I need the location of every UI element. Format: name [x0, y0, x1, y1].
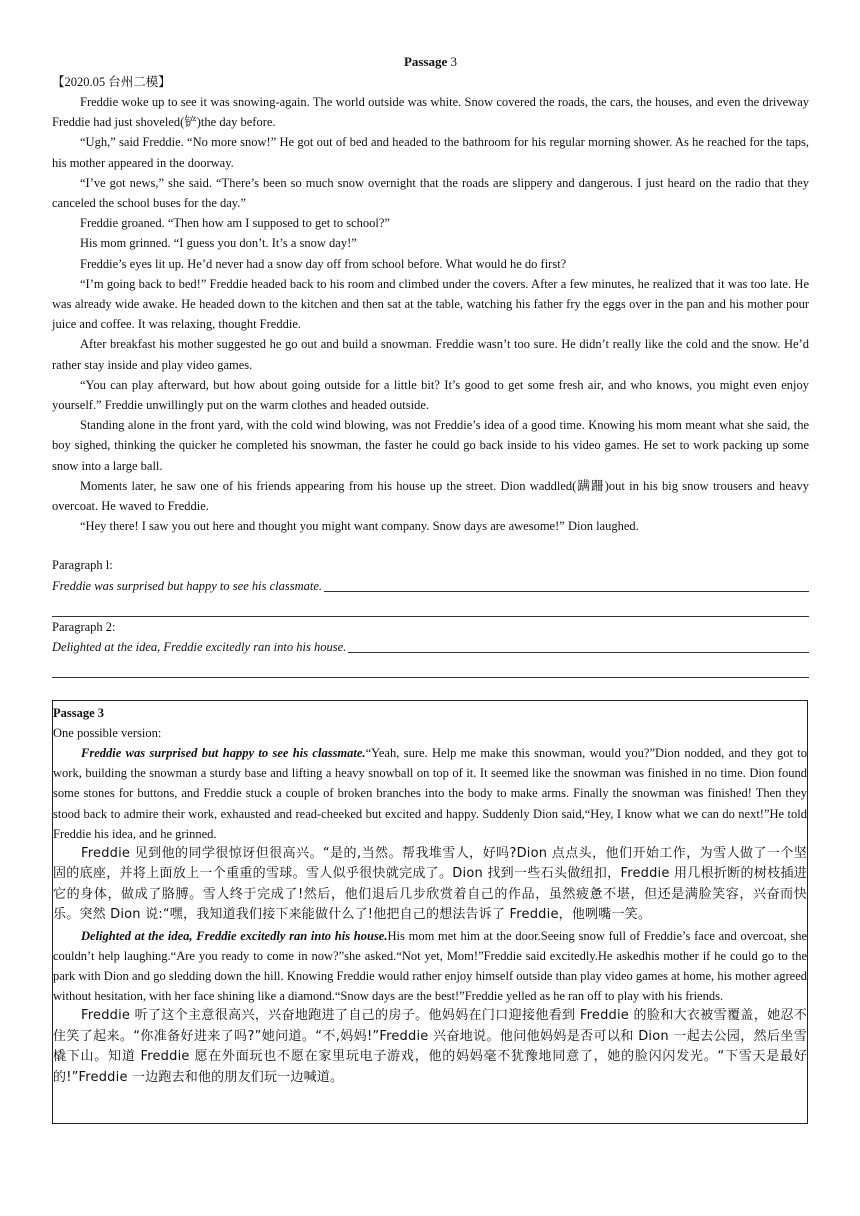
answer-blank[interactable] — [324, 591, 809, 592]
answer-body-2: His mom met him at the door.Seeing snow full of Freddie’s face and overcoat, she couldn’t help laughing.“Are you ready to come in now?”she asked.“Not yet, Mom!”Freddie said excitedly.He askedhis mother if he could go to the park with Dion and go sledding down the hill. Knowing Freddie would rather enjoy himself outside than play video games at home, his mother agreed without hesitation, with her face shining like a diamond.“Snow days are the best!”Freddie yelled as he ran off to play with his friends. — [53, 928, 807, 1004]
prompt-opening-line — [52, 637, 809, 657]
answer-lead-1: Freddie was surprised but happy to see his classmate. — [81, 746, 366, 760]
story-paragraph: Standing alone in the front yard, with the cold wind blowing, was not Freddie’s idea of a good time. Knowing his mom meant what she said, the boy sighed, thinking the quicker he completed his snowman, the faster he could go back inside to his video games. He set to work packing up some snow into a large ball. — [52, 418, 809, 473]
answer-body-1: “Yeah, sure. Help me make this snowman, would you?”Dion nodded, and they got to work, building the snowman a sturdy base and lifting a heavy snowball on top of it. It seemed like the snowman was finished in no time. Dion found some stones for buttons, and Freddie stuck a couple of broken branches into the body to make arms. Finally the snowman was finished! Then they stood back to admire their work, exhausted and read-cheeked but excited and happy. Suddenly Dion said,“Hey, I know what we can do next!”He told Freddie his idea, and he grinned. — [53, 746, 808, 841]
passage-section — [52, 52, 809, 678]
story-paragraph: “Ugh,” said Freddie. “No more snow!” He got out of bed and headed to the bathroom for his regular morning shower. As he reached for the taps, his mother appeared in the doorway. — [52, 135, 809, 170]
answer-translation-2: Freddie 听了这个主意很高兴，兴奋地跑进了自己的房子。他妈妈在门口迎接他看到 Freddie 的脸和大衣被雪覆盖，她忍不住笑了起来。“你准备好进来了吗?”她问道。“不,妈妈!”Freddie 兴奋地说。他问他妈妈是否可以和 Dion 一起去公园，然后坐雪橇下山。知道 Freddie 愿在外面玩也不愿在家里玩电子游戏，他的妈妈毫不犹豫地同意了，她的脸闪闪发光。“下雪天是最好的!”Freddie 一边跑去和他的朋友们玩一边喊道。 — [53, 1008, 807, 1085]
prompt-label: Paragraph 2: — [52, 619, 116, 634]
writing-prompt-1 — [52, 555, 809, 616]
answer-key-box — [52, 700, 808, 1124]
answer-blank-line[interactable] — [52, 657, 809, 678]
story-paragraph: His mom grinned. “I guess you don’t. It’s a snow day!” — [80, 236, 357, 251]
story-paragraph: Freddie groaned. “Then how am I supposed to get to school?” — [80, 216, 390, 231]
prompt-opening-sentence: Delighted at the idea, Freddie excitedly ran into his house. — [52, 640, 347, 655]
story-paragraph: “You can play afterward, but how about going outside for a little bit? It’s good to get some fresh air, and who knows, you might even enjoy yourself.” Freddie unwillingly put on the warm clothes and headed outside. — [52, 377, 809, 413]
story-paragraph: “Hey there! I saw you out here and thought you might want company. Snow days are awesome!” Dion laughed. — [80, 519, 639, 534]
passage-title — [52, 52, 809, 72]
passage-title-text: Passage — [403, 54, 448, 69]
answer-translation-1: Freddie 见到他的同学很惊讶但很高兴。“是的,当然。帮我堆雪人，好吗?Dion 点点头，他们开始工作，为雪人做了一个坚固的底座，并将上面放上一个重重的雪球。雪人似乎很快就完成了。Dion 找到一些石头做纽扣，Freddie 用几根折断的树枝插进它的身体，做成了胳膊。雪人终于完成了!然后，他们退后几步欣赏着自己的作品，虽然疲惫不堪，但还是满脸笑容，兴奋而快乐。突然 Dion 说:“嘿，我知道我们接下来能做什么了!他把自己的想法告诉了 Freddie，他咧嘴一笑。 — [53, 846, 807, 923]
story-paragraph: After breakfast his mother suggested he go out and build a snowman. Freddie wasn’t too sure. He didn’t really like the cold and the snow. He’d rather stay inside and play video games. — [52, 337, 809, 372]
answer-blank-line[interactable] — [52, 596, 809, 617]
answer-blank[interactable] — [348, 652, 809, 653]
story-paragraph: Freddie’s eyes lit up. He’d never had a snow day off from school before. What would he do first? — [80, 256, 567, 271]
writing-prompt-2 — [52, 617, 809, 678]
answer-title: Passage 3 — [53, 706, 105, 720]
source-tag: 【2020.05 台州二模】 — [52, 75, 171, 89]
story-paragraph: “I’m going back to bed!” Freddie headed back to his room and climbed under the covers. After a few minutes, he realized that it was too late. He was already wide awake. He headed down to the kitchen and then sat at the table, watching his father fry the eggs over in the pan and his mother pour juice and coffee. It was relaxing, thought Freddie. — [52, 276, 809, 332]
passage-number: 3 — [450, 54, 458, 69]
answer-lead-2: Delighted at the idea, Freddie excitedly ran into his house. — [81, 928, 388, 943]
answer-paragraph-2 — [53, 926, 807, 1007]
story-paragraph: “I’ve got news,” she said. “There’s been so much snow overnight that the roads are slippery and dangerous. I just heard on the radio that they canceled the school buses for the day.” — [52, 175, 809, 211]
answer-paragraph-1 — [53, 743, 807, 844]
answer-note: One possible version: — [53, 726, 162, 740]
prompt-opening-line — [52, 576, 809, 596]
story-paragraph: Freddie woke up to see it was snowing-again. The world outside was white. Snow covered the roads, the cars, the houses, and even the driveway Freddie had just shoveled(铲)the day before. — [52, 95, 809, 130]
story-paragraph: Moments later, he saw one of his friends appearing from his house up the street. Dion waddled(蹒跚)out in his big snow trousers and heavy overcoat. He waved to Freddie. — [52, 478, 809, 514]
prompt-label: Paragraph l: — [52, 558, 113, 573]
prompt-opening-sentence: Freddie was surprised but happy to see his classmate. — [52, 578, 323, 593]
